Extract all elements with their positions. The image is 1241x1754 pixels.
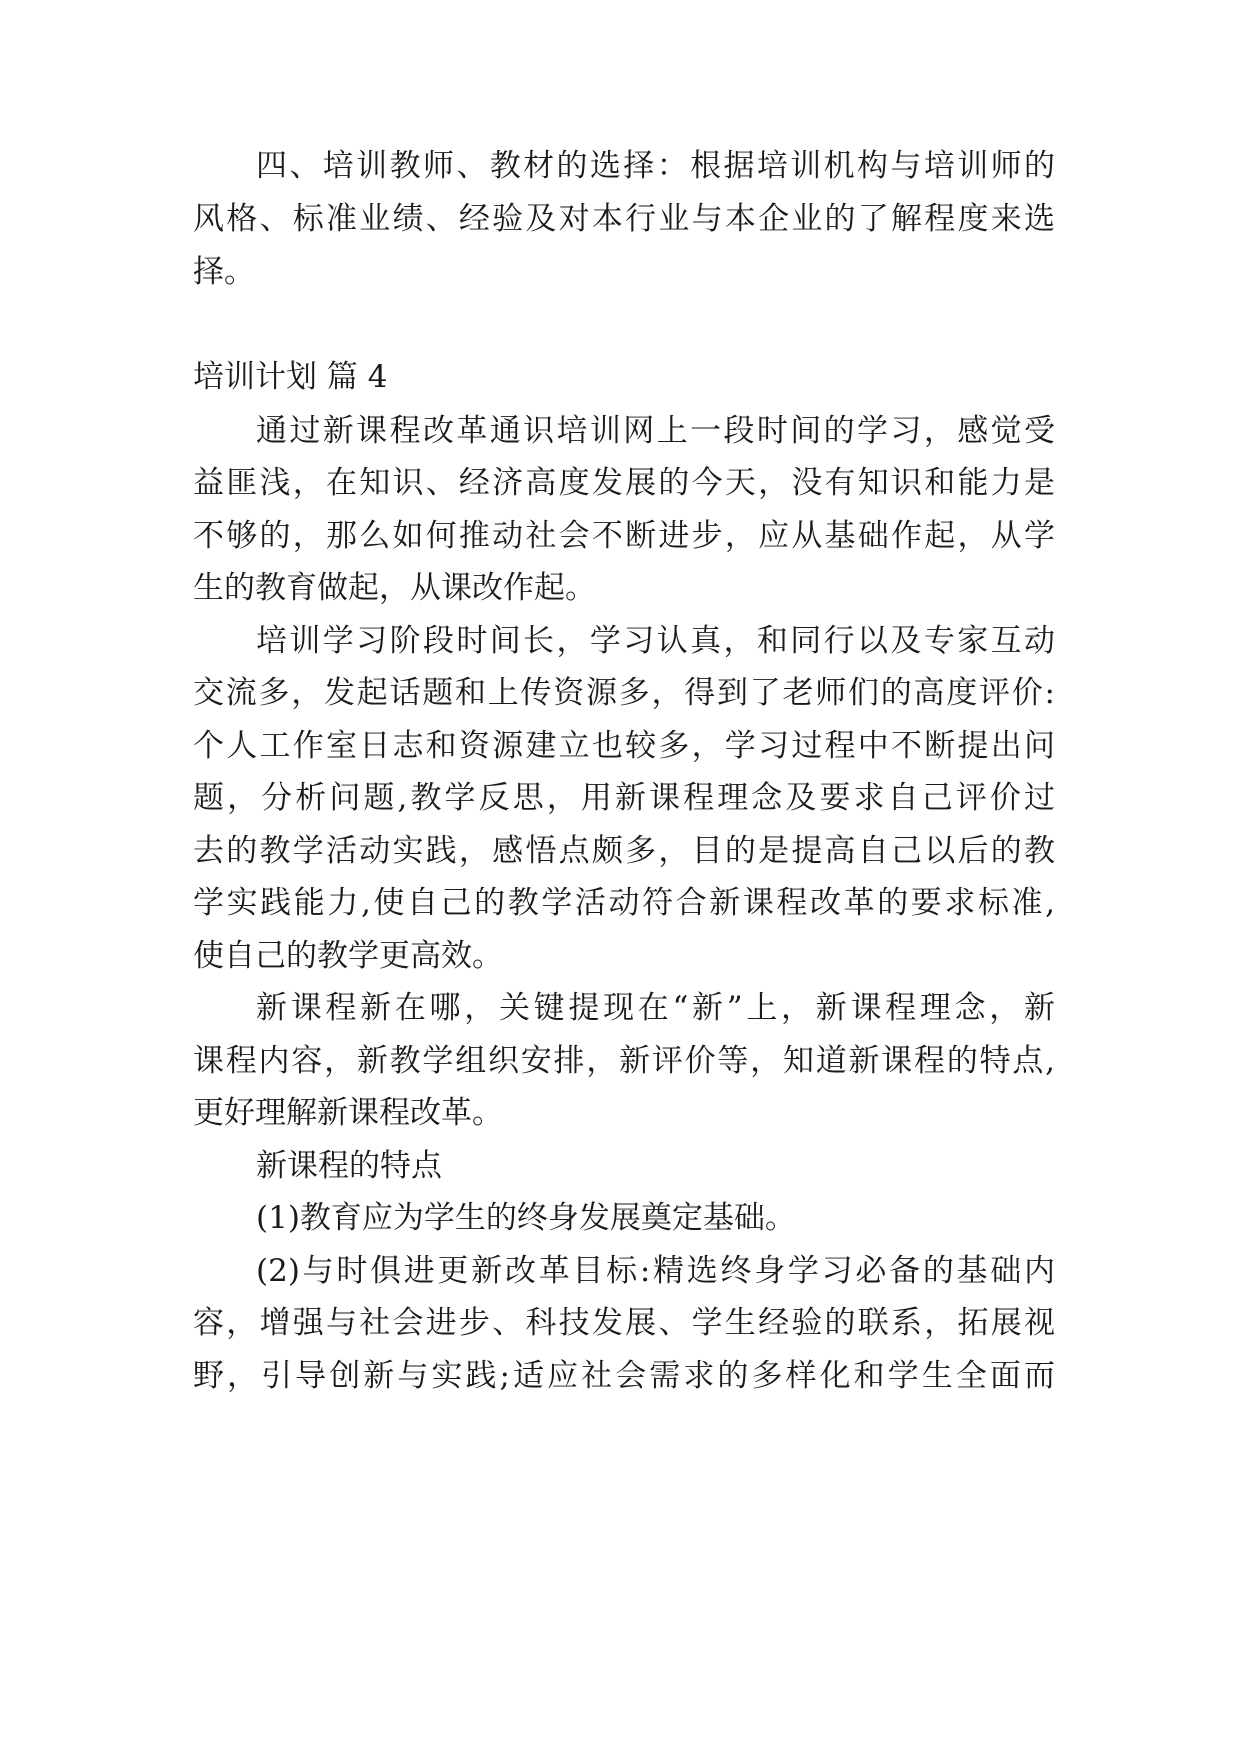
text-line: 交流多，发起话题和上传资源多，得到了老师们的高度评价: (193, 675, 1055, 711)
text-line: 野，引导创新与实践;适应社会需求的多样化和学生全面而 (193, 1358, 1055, 1394)
text-line: 益匪浅，在知识、经济高度发展的今天，没有知识和能力是 (193, 465, 1055, 501)
text-line: 题，分析问题,教学反思，用新课程理念及要求自己评价过 (193, 780, 1055, 816)
text-line: 不够的，那么如何推动社会不断进步，应从基础作起，从学 (193, 518, 1055, 554)
text-line: 风格、标准业绩、经验及对本行业与本企业的了解程度来选 (193, 201, 1055, 237)
text-line: 择。 (193, 254, 255, 290)
list-item: (1)教育应为学生的终身发展奠定基础。 (256, 1200, 796, 1236)
text-line: 容，增强与社会进步、科技发展、学生经验的联系，拓展视 (193, 1305, 1055, 1341)
text-line: 更好理解新课程改革。 (193, 1095, 503, 1131)
text-line: 新课程新在哪，关键提现在“新”上，新课程理念，新 (256, 990, 1055, 1026)
section-heading: 培训计划 篇 4 (193, 359, 388, 395)
text-line: 课程内容，新教学组织安排，新评价等，知道新课程的特点, (193, 1043, 1055, 1079)
text-line: 个人工作室日志和资源建立也较多，学习过程中不断提出问 (193, 728, 1055, 764)
text-line: 使自己的教学更高效。 (193, 938, 503, 974)
text-line: 生的教育做起，从课改作起。 (193, 570, 596, 606)
text-line: 四、培训教师、教材的选择：根据培训机构与培训师的 (256, 148, 1055, 184)
text-line: 去的教学活动实践，感悟点颇多，目的是提高自己以后的教 (193, 833, 1055, 869)
list-item: (2)与时俱进更新改革目标:精选终身学习必备的基础内 (256, 1253, 1055, 1289)
text-line: 通过新课程改革通识培训网上一段时间的学习，感觉受 (256, 413, 1055, 449)
subheading: 新课程的特点 (256, 1148, 442, 1184)
text-line: 培训学习阶段时间长，学习认真，和同行以及专家互动 (256, 623, 1055, 659)
text-line: 学实践能力,使自己的教学活动符合新课程改革的要求标准, (193, 885, 1055, 921)
